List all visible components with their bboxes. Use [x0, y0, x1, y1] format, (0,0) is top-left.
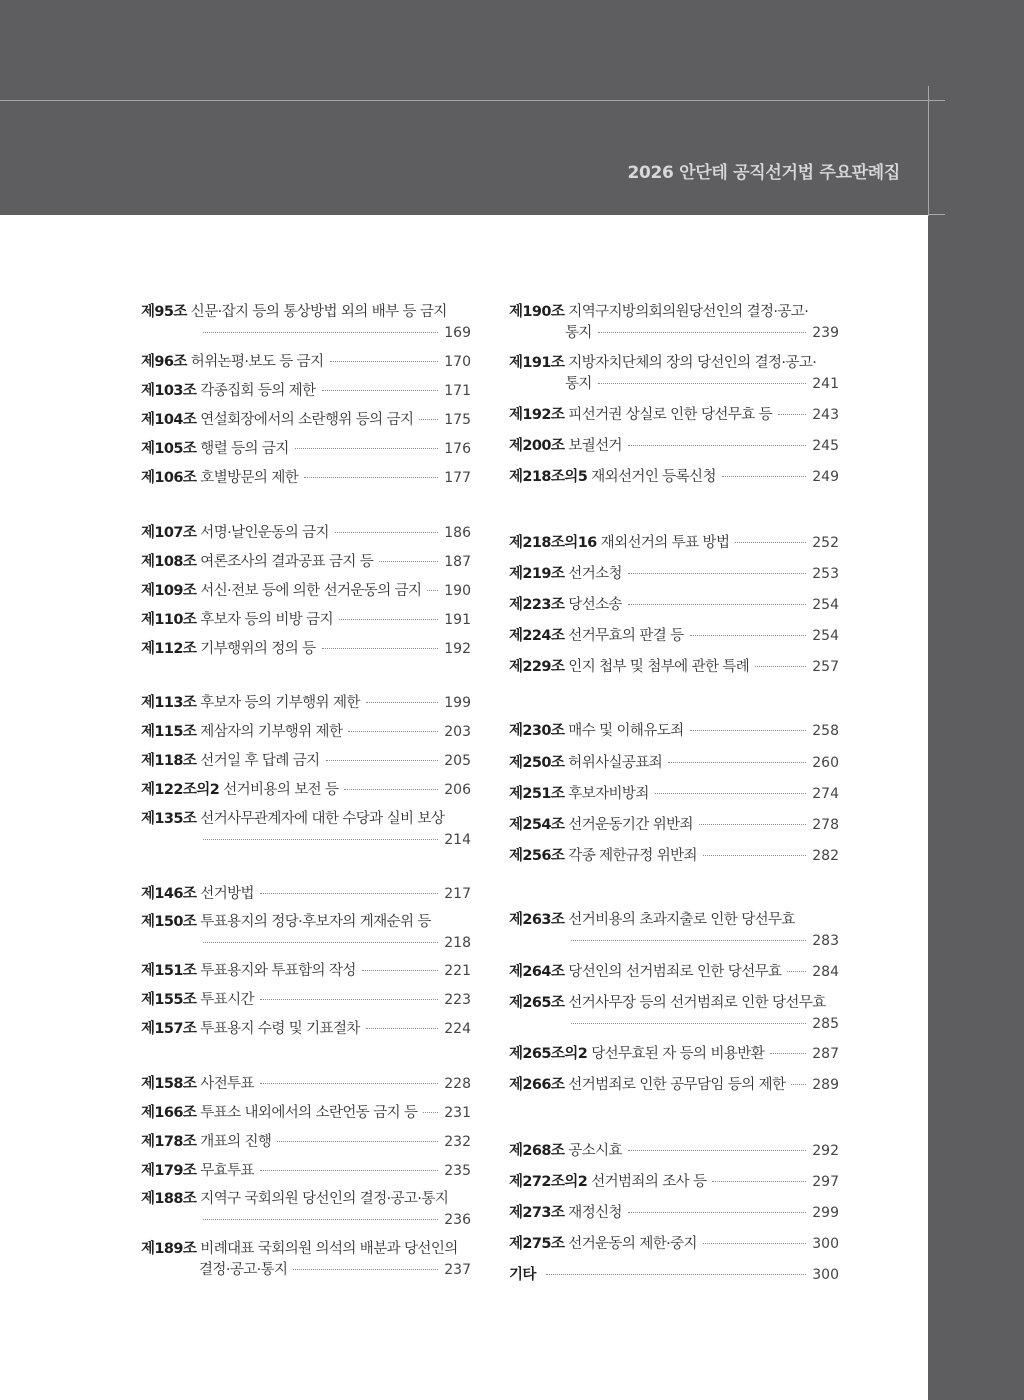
dot-leader: [339, 619, 438, 620]
dot-leader: [668, 762, 806, 763]
article-title: 서신·전보 등에 의한 선거운동의 금지: [200, 583, 422, 599]
page-number: 236: [444, 1212, 471, 1228]
toc-entry[interactable]: [141, 523, 471, 544]
article-title: 후보자 등의 기부행위 제한: [200, 695, 360, 711]
page-number: 171: [444, 383, 471, 399]
page-number: 235: [444, 1163, 471, 1179]
dot-leader: [295, 448, 439, 449]
article-title: 투표시간: [200, 992, 254, 1008]
article-number: 제188조: [141, 1191, 197, 1207]
article-number: 제157조: [141, 1021, 197, 1037]
dot-leader: [703, 855, 806, 856]
article-number: 제146조: [141, 886, 197, 902]
page-number: 300: [812, 1267, 839, 1283]
article-number: 제256조: [509, 848, 565, 864]
article-title: 투표용지 수령 및 기표절차: [200, 1021, 360, 1037]
article-number: 제151조: [141, 963, 197, 979]
page-number: 253: [812, 566, 839, 582]
article-number: 제106조: [141, 470, 197, 486]
toc-entry[interactable]: [141, 1074, 471, 1095]
dot-leader: [322, 648, 439, 649]
article-title: 인지 첩부 및 첨부에 관한 특례: [568, 659, 750, 675]
article-number: 제150조: [141, 914, 197, 930]
toc-entry[interactable]: [141, 961, 471, 982]
article-title: 당선무효된 자 등의 비용반환: [591, 1046, 765, 1062]
page-number: 232: [444, 1134, 471, 1150]
toc-entry[interactable]: [509, 626, 839, 647]
dot-leader: [366, 702, 438, 703]
dot-leader: [362, 970, 438, 971]
dot-leader: [344, 789, 438, 790]
toc-entry[interactable]: [141, 1132, 471, 1153]
article-title: 선거범죄의 조사 등: [591, 1174, 707, 1190]
article-number: 제254조: [509, 817, 565, 833]
article-number: 제179조: [141, 1163, 197, 1179]
article-number: 제122조의2: [141, 782, 220, 798]
toc-entry[interactable]: [141, 1189, 471, 1231]
page-number: 284: [812, 964, 839, 980]
article-number: 제96조: [141, 354, 187, 370]
toc-entry[interactable]: [509, 302, 839, 344]
toc-entry[interactable]: [509, 533, 839, 554]
header-corner-tick: [928, 214, 945, 215]
dot-leader: [778, 414, 806, 415]
dot-leader: [628, 604, 806, 605]
page-number: 217: [444, 886, 471, 902]
article-title: 재외선거의 투표 방법: [600, 535, 730, 551]
page-number: 205: [444, 753, 471, 769]
toc-entry[interactable]: [141, 1239, 471, 1281]
article-number: 제200조: [509, 438, 565, 454]
article-number: 제104조: [141, 412, 197, 428]
dot-leader: [293, 1269, 438, 1270]
page-number: 169: [444, 325, 471, 341]
article-title: 각종집회 등의 제한: [200, 383, 316, 399]
dot-leader: [628, 445, 806, 446]
dot-leader: [330, 361, 439, 362]
dot-leader: [571, 1023, 806, 1024]
page-number: 214: [444, 832, 471, 848]
article-title: 선거운동기간 위반죄: [568, 817, 693, 833]
toc-entry[interactable]: [509, 910, 839, 952]
article-title: 재정신청: [568, 1205, 622, 1221]
article-number: 제158조: [141, 1076, 197, 1092]
dot-leader: [335, 532, 438, 533]
article-number: 제115조: [141, 724, 197, 740]
toc-entry[interactable]: [141, 990, 471, 1011]
page-number: 249: [812, 469, 839, 485]
page-number: 170: [444, 354, 471, 370]
article-number: 제251조: [509, 786, 565, 802]
page-number: 221: [444, 963, 471, 979]
article-number: 제266조: [509, 1077, 565, 1093]
dot-leader: [203, 839, 438, 840]
article-number: 제118조: [141, 753, 197, 769]
dot-leader: [598, 383, 806, 384]
toc-entry[interactable]: [509, 962, 839, 983]
dot-leader: [628, 1212, 806, 1213]
header-vertical-rule: [928, 86, 929, 216]
article-title: 선거무효의 판결 등: [568, 628, 684, 644]
toc-entry[interactable]: [509, 657, 839, 678]
article-title: 선거운동의 제한·중지: [568, 1236, 697, 1252]
toc-entry[interactable]: [141, 722, 471, 743]
page-number: 258: [812, 723, 839, 739]
toc-entry[interactable]: [509, 1075, 839, 1096]
article-title: 선거사무관계자에 대한 수당과 실비 보상: [200, 811, 445, 827]
article-number: 제155조: [141, 992, 197, 1008]
toc-entry[interactable]: [509, 815, 839, 836]
toc-entry[interactable]: [141, 610, 471, 631]
article-title: 보궐선거: [568, 438, 622, 454]
article-title: 지역구지방의회의원당선인의 결정·공고·: [568, 304, 809, 320]
page-number: 175: [444, 412, 471, 428]
article-title: 선거소청: [568, 566, 622, 582]
toc-entry[interactable]: [509, 353, 839, 395]
page-number: 257: [812, 659, 839, 675]
page-number: 254: [812, 597, 839, 613]
dot-leader: [712, 1181, 806, 1182]
article-number: 제218조의16: [509, 535, 597, 551]
article-number: 제229조: [509, 659, 565, 675]
dot-leader: [260, 999, 438, 1000]
dot-leader: [326, 760, 439, 761]
toc-entry[interactable]: [509, 564, 839, 585]
article-number: 제224조: [509, 628, 565, 644]
article-number: 제95조: [141, 304, 187, 320]
dot-leader: [260, 893, 438, 894]
article-title: 매수 및 이해유도죄: [568, 723, 684, 739]
page-number: 192: [444, 641, 471, 657]
dot-leader: [699, 824, 806, 825]
article-number: 제113조: [141, 695, 197, 711]
page-number: 252: [812, 535, 839, 551]
article-number: 제230조: [509, 723, 565, 739]
article-title: 지방자치단체의 장의 당선인의 결정·공고·: [568, 355, 817, 371]
toc-entry[interactable]: [141, 439, 471, 460]
page-number: 299: [812, 1205, 839, 1221]
dot-leader: [419, 419, 438, 420]
page-number: 282: [812, 848, 839, 864]
page-number: 206: [444, 782, 471, 798]
article-number: 제265조의2: [509, 1046, 588, 1062]
toc-entry[interactable]: [509, 436, 839, 457]
article-title: 허위논평·보도 등 금지: [190, 354, 324, 370]
dot-leader: [722, 476, 806, 477]
dot-leader: [348, 731, 438, 732]
page-number: 285: [812, 1016, 839, 1032]
article-number: 기타: [509, 1267, 536, 1283]
article-title: 당선소송: [568, 597, 622, 613]
article-title: 각종 제한규정 위반죄: [568, 848, 697, 864]
article-number: 제189조: [141, 1241, 197, 1257]
article-number: 제263조: [509, 912, 565, 928]
toc-entry[interactable]: [141, 468, 471, 489]
page-number: 237: [444, 1262, 471, 1278]
dot-leader: [277, 1141, 438, 1142]
article-title: 개표의 진행: [200, 1134, 272, 1150]
toc-entry[interactable]: [509, 405, 839, 426]
dot-leader: [628, 1150, 806, 1151]
article-number: 제218조의5: [509, 469, 588, 485]
page-number: 191: [444, 612, 471, 628]
page-number: 224: [444, 1021, 471, 1037]
toc-entry[interactable]: [509, 753, 839, 774]
article-number: 제103조: [141, 383, 197, 399]
toc-entry[interactable]: [509, 595, 839, 616]
page-number: 228: [444, 1076, 471, 1092]
article-number: 제135조: [141, 811, 197, 827]
article-title: 투표용지의 정당·후보자의 게재순위 등: [200, 914, 431, 930]
article-title: 선거사무장 등의 선거범죄로 인한 당선무효: [568, 995, 826, 1011]
dot-leader: [598, 332, 806, 333]
article-number: 제166조: [141, 1105, 197, 1121]
article-title: 후보자 등의 비방 금지: [200, 612, 333, 628]
dot-leader: [791, 1084, 806, 1085]
dot-leader: [703, 1243, 806, 1244]
dot-leader: [787, 971, 806, 972]
side-band: [928, 215, 1024, 1400]
toc-entry[interactable]: [141, 912, 471, 954]
page-number: 218: [444, 935, 471, 951]
dot-leader: [203, 1219, 438, 1220]
page-number: 186: [444, 525, 471, 541]
page-number: 176: [444, 441, 471, 457]
toc-entry[interactable]: [509, 1265, 839, 1286]
dot-leader: [735, 542, 806, 543]
toc-entry[interactable]: [509, 1203, 839, 1224]
article-title: 공소시효: [568, 1143, 622, 1159]
article-number: 제273조: [509, 1205, 565, 1221]
toc-entry[interactable]: [509, 1172, 839, 1193]
toc-entry[interactable]: [509, 784, 839, 805]
article-title: 허위사실공표죄: [568, 755, 663, 771]
toc-entry[interactable]: [141, 302, 471, 344]
dot-leader: [770, 1053, 806, 1054]
dot-leader: [322, 390, 439, 391]
toc-entry[interactable]: [141, 352, 471, 373]
page-number: 231: [444, 1105, 471, 1121]
dot-leader: [203, 942, 438, 943]
page-number: 283: [812, 933, 839, 949]
toc-entry[interactable]: [141, 751, 471, 772]
toc-entry[interactable]: [141, 639, 471, 660]
article-number: 제109조: [141, 583, 197, 599]
page-number: 292: [812, 1143, 839, 1159]
article-title: 사전투표: [200, 1076, 254, 1092]
article-number: 제268조: [509, 1143, 565, 1159]
toc-entry[interactable]: [141, 581, 471, 602]
toc-entry[interactable]: [141, 809, 471, 851]
article-number: 제192조: [509, 407, 565, 423]
article-title: 선거방법: [200, 886, 254, 902]
page-number: 223: [444, 992, 471, 1008]
toc-entry[interactable]: [509, 467, 839, 488]
article-title: 신문·잡지 등의 통상방법 외의 배부 등 금지: [190, 304, 447, 320]
dot-leader: [379, 561, 438, 562]
article-number: 제219조: [509, 566, 565, 582]
toc-entry[interactable]: [141, 1161, 471, 1182]
toc-entry[interactable]: [509, 846, 839, 867]
article-title: 연설회장에서의 소란행위 등의 금지: [200, 412, 414, 428]
page-number: 203: [444, 724, 471, 740]
dot-leader: [427, 590, 438, 591]
toc-entry[interactable]: [509, 1044, 839, 1065]
toc-entry[interactable]: [509, 1141, 839, 1162]
toc-entry[interactable]: [141, 1103, 471, 1124]
dot-leader: [690, 730, 807, 731]
page-number: 289: [812, 1077, 839, 1093]
article-title-continued: 통지: [565, 325, 592, 341]
toc-entry[interactable]: [509, 993, 839, 1035]
dot-leader: [690, 635, 807, 636]
article-title: 재외선거인 등록신청: [591, 469, 716, 485]
article-title-continued: 통지: [565, 376, 592, 392]
page-number: 245: [812, 438, 839, 454]
header-rule: [0, 100, 945, 101]
article-number: 제191조: [509, 355, 565, 371]
article-title: 무효투표: [200, 1163, 254, 1179]
page-number: 254: [812, 628, 839, 644]
article-number: 제178조: [141, 1134, 197, 1150]
toc-entry[interactable]: [141, 1019, 471, 1040]
article-title: 제삼자의 기부행위 제한: [200, 724, 343, 740]
article-title: 투표소 내외에서의 소란언동 금지 등: [200, 1105, 418, 1121]
dot-leader: [571, 940, 806, 941]
article-title: 후보자비방죄: [568, 786, 649, 802]
article-number: 제110조: [141, 612, 197, 628]
page-number: 177: [444, 470, 471, 486]
dot-leader: [304, 477, 438, 478]
article-number: 제275조: [509, 1236, 565, 1252]
page-number: 187: [444, 554, 471, 570]
toc-entry[interactable]: [509, 721, 839, 742]
toc-entry[interactable]: [141, 552, 471, 573]
article-title: 선거비용의 보전 등: [223, 782, 339, 798]
article-title: 선거비용의 초과지출로 인한 당선무효: [568, 912, 795, 928]
article-title: 기부행위의 정의 등: [200, 641, 316, 657]
article-number: 제190조: [509, 304, 565, 320]
toc-entry[interactable]: [141, 884, 471, 905]
article-number: 제108조: [141, 554, 197, 570]
dot-leader: [203, 332, 438, 333]
page-number: 274: [812, 786, 839, 802]
page-number: 243: [812, 407, 839, 423]
article-number: 제105조: [141, 441, 197, 457]
toc-entry[interactable]: [141, 780, 471, 801]
article-number: 제107조: [141, 525, 197, 541]
article-number: 제250조: [509, 755, 565, 771]
page-number: 239: [812, 325, 839, 341]
dot-leader: [755, 666, 806, 667]
article-number: 제272조의2: [509, 1174, 588, 1190]
dot-leader: [546, 1274, 806, 1275]
toc-entry[interactable]: [509, 1234, 839, 1255]
page-number: 278: [812, 817, 839, 833]
page-number: 199: [444, 695, 471, 711]
page-number: 241: [812, 376, 839, 392]
dot-leader: [628, 573, 806, 574]
article-title: 선거일 후 답례 금지: [200, 753, 320, 769]
article-title: 피선거권 상실로 인한 당선무효 등: [568, 407, 773, 423]
dot-leader: [366, 1028, 438, 1029]
article-number: 제265조: [509, 995, 565, 1011]
page-number: 190: [444, 583, 471, 599]
article-title: 여론조사의 결과공표 금지 등: [200, 554, 374, 570]
book-title: 2026 안단테 공직선거법 주요판례집: [627, 163, 900, 183]
article-title: 호별방문의 제한: [200, 470, 299, 486]
article-title: 투표용지와 투표함의 작성: [200, 963, 356, 979]
article-title: 비례대표 국회의원 의석의 배분과 당선인의: [200, 1241, 458, 1257]
article-number: 제264조: [509, 964, 565, 980]
dot-leader: [655, 793, 807, 794]
article-number: 제112조: [141, 641, 197, 657]
article-title-continued: 결정·공고·통지: [199, 1262, 288, 1278]
article-title: 서명·날인운동의 금지: [200, 525, 329, 541]
toc-entry[interactable]: [141, 410, 471, 431]
dot-leader: [260, 1083, 438, 1084]
toc-entry[interactable]: [141, 381, 471, 402]
article-title: 지역구 국회의원 당선인의 결정·공고·통지: [200, 1191, 449, 1207]
dot-leader: [423, 1112, 438, 1113]
article-title: 행렬 등의 금지: [200, 441, 289, 457]
page-number: 300: [812, 1236, 839, 1252]
dot-leader: [260, 1170, 438, 1171]
page-number: 260: [812, 755, 839, 771]
page-number: 297: [812, 1174, 839, 1190]
page-number: 287: [812, 1046, 839, 1062]
toc-entry[interactable]: [141, 693, 471, 714]
article-title: 선거범죄로 인한 공무담임 등의 제한: [568, 1077, 786, 1093]
article-title: 당선인의 선거범죄로 인한 당선무효: [568, 964, 782, 980]
article-number: 제223조: [509, 597, 565, 613]
